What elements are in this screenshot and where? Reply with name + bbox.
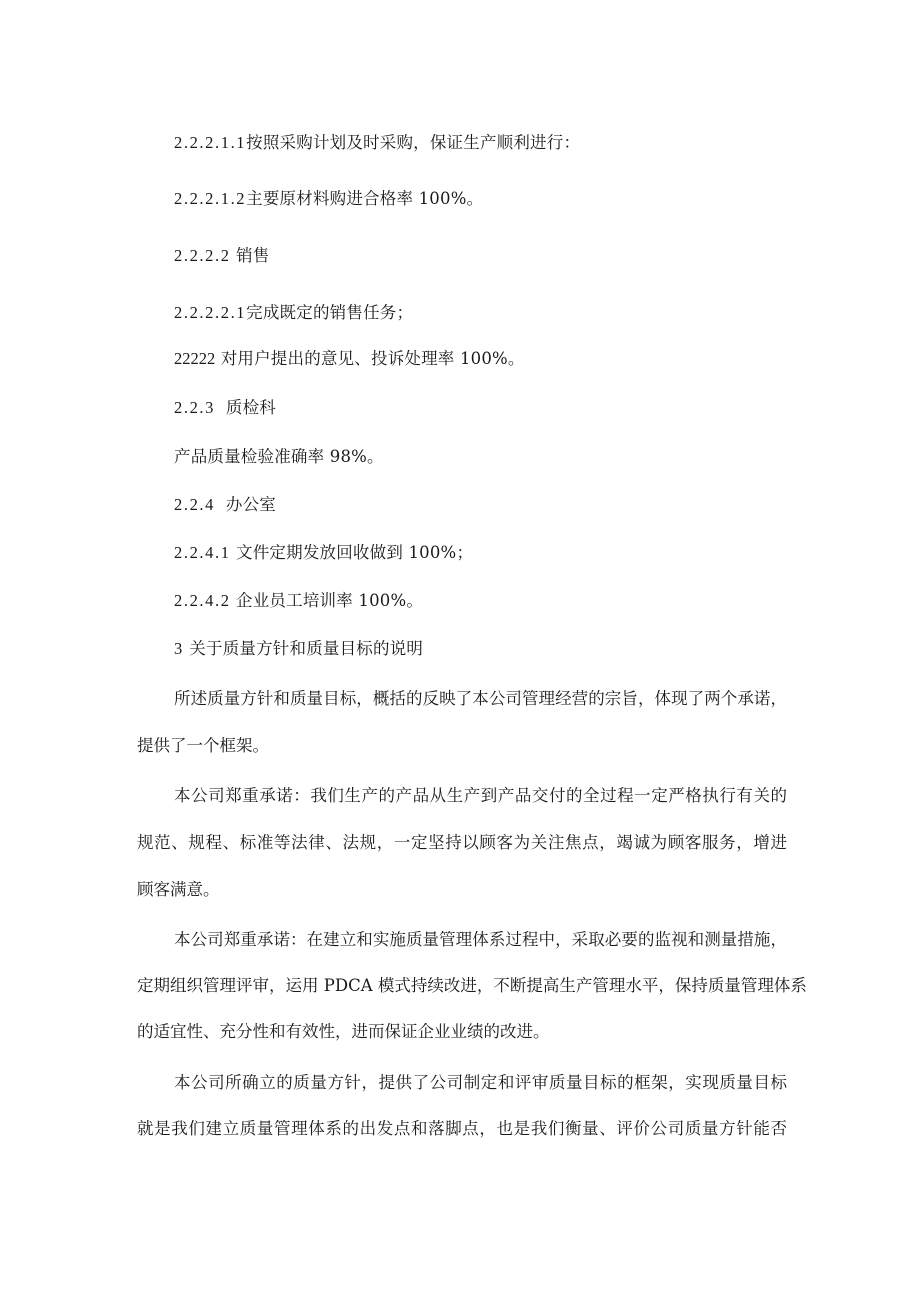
item-text: 对用户提出的意见、投诉处理率 100%。 [215, 349, 525, 368]
heading-text: 办公室 [215, 495, 276, 514]
heading-2-2-4 [174, 494, 276, 516]
paragraph-line: 规范、规程、标准等法律、法规，一定坚持以顾客为关注焦点，竭诚为顾客服务，增进 [137, 833, 787, 852]
heading-text: 销售 [230, 246, 270, 265]
item-text: 文件定期发放回收做到 100%； [230, 543, 474, 562]
paragraph-line: 本公司郑重承诺：我们生产的产品从生产到产品交付的全过程一定严格执行有关的 [174, 786, 787, 805]
item-text: 按照采购计划及时采购，保证生产顺利进行： [246, 133, 581, 152]
paragraph-line: 的适宜性、充分性和有效性，进而保证企业业绩的改进。 [137, 1022, 550, 1041]
item-quality-accuracy [174, 446, 384, 468]
item-2-2-4-1 [174, 542, 473, 564]
section-number: 2.2.4.2 [174, 591, 231, 610]
heading-2-2-2-2 [174, 245, 269, 267]
item-2-2-4-2 [174, 590, 423, 612]
section-3-heading [174, 638, 423, 660]
section-number: 2.2.2.2.1 [174, 303, 247, 322]
item-text: 完成既定的销售任务； [246, 303, 414, 322]
heading-text: 关于质量方针和质量目标的说明 [183, 639, 424, 658]
paragraph-line: 定期组织管理评审，运用 PDCA 模式持续改进，不断提高生产管理水平，保持质量管理体系 [137, 976, 807, 995]
section-number: 2.2.4.1 [174, 543, 231, 562]
paragraph-line: 本公司郑重承诺：在建立和实施质量管理体系过程中，采取必要的监视和测量措施， [174, 930, 787, 949]
paragraph-line: 提供了一个框架。 [137, 736, 269, 755]
paragraph-line: 就是我们建立质量管理体系的出发点和落脚点，也是我们衡量、评价公司质量方针能否 [137, 1119, 787, 1138]
paragraph-line: 顾客满意。 [137, 880, 220, 899]
section-number: 2.2.2.1.1 [174, 133, 247, 152]
section-number: 22222 [174, 349, 216, 368]
heading-text: 质检科 [215, 398, 276, 417]
paragraph-line: 所述质量方针和质量目标，概括的反映了本公司管理经营的宗旨，体现了两个承诺， [174, 689, 787, 708]
item-2-2-2-1-2 [174, 188, 483, 210]
item-text: 主要原材料购进合格率 100%。 [246, 189, 484, 208]
section-number: 3 [174, 639, 184, 658]
item-text: 企业员工培训率 100%。 [230, 591, 424, 610]
paragraph-line: 本公司所确立的质量方针，提供了公司制定和评审质量目标的框架，实现质量目标 [174, 1073, 787, 1092]
section-number: 2.2.4 [174, 495, 215, 514]
item-22222 [174, 348, 525, 370]
item-2-2-2-1-1 [174, 132, 580, 154]
item-text: 产品质量检验准确率 98%。 [174, 447, 384, 466]
section-number: 2.2.2.2 [174, 246, 231, 265]
item-2-2-2-2-1 [174, 302, 413, 324]
heading-2-2-3 [174, 397, 276, 419]
section-number: 2.2.2.1.2 [174, 189, 247, 208]
section-number: 2.2.3 [174, 398, 215, 417]
